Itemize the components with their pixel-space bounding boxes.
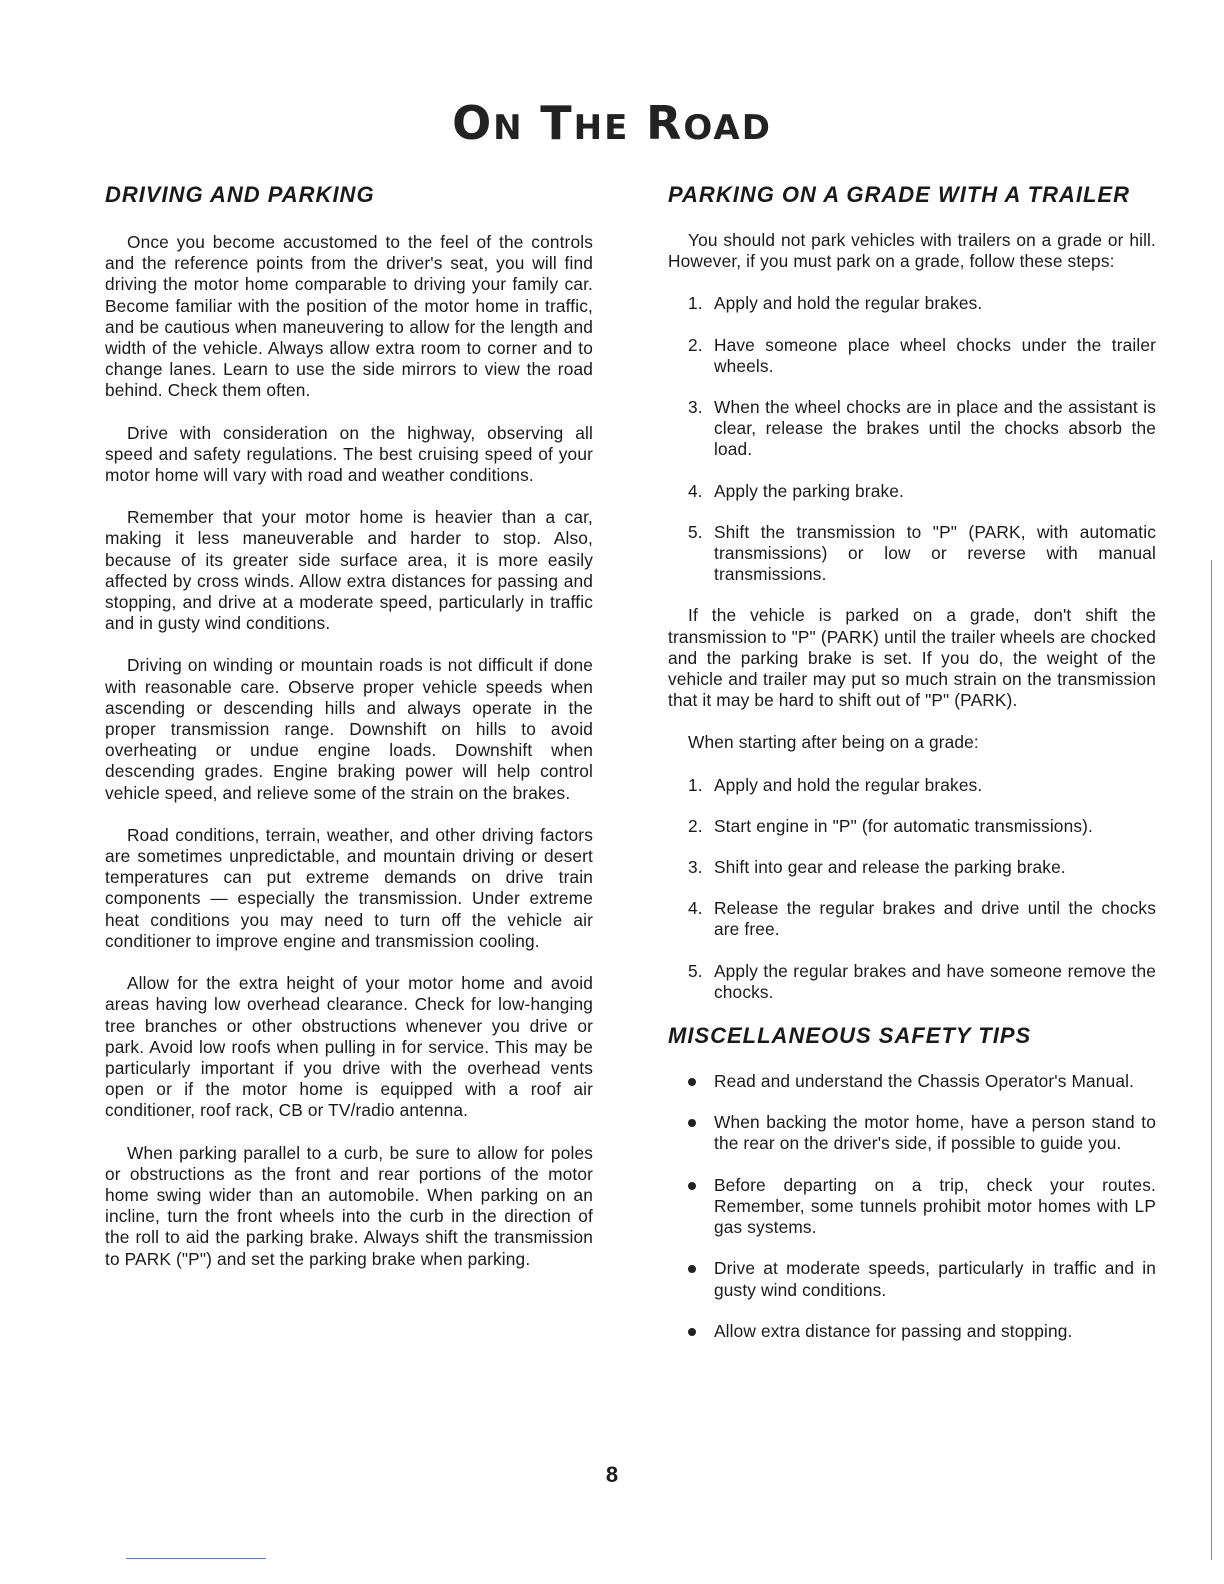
list-item: 3. Shift into gear and release the parking brake. bbox=[688, 857, 1066, 878]
paragraph: Remember that your motor home is heavier than a car, making it less maneuverable and harder to stop. Also, because of its greater side surface area, it is more easily affected by cross winds. Allow extra distances for passing and stopping, and drive at a moderate speed, particularly in traffic and in gusty wind conditions. bbox=[105, 507, 593, 634]
list-item: 4. Apply the parking brake. bbox=[688, 480, 904, 501]
paragraph: Driving on winding or mountain roads is not difficult if done with reasonable care. Observe proper vehicle speeds when ascending or descending hills and always operate in the proper transmission range. Downshift on hills to avoid overheating or undue engine loads. Downshift when descending grades. Engine braking power will help control vehicle speed, and relieve some of the strain on the brakes. bbox=[105, 655, 593, 803]
footer-rule bbox=[126, 1558, 266, 1559]
page-title bbox=[0, 96, 1224, 150]
bullet-icon bbox=[688, 1119, 696, 1127]
list-item: 5. Shift the transmission to "P" (PARK, with automatic transmissions) or low or reverse with manual transmissions. bbox=[688, 521, 1156, 585]
list-item: 2. Have someone place wheel chocks under the trailer wheels. bbox=[688, 334, 1156, 376]
list-item: Allow extra distance for passing and stopping. bbox=[668, 1321, 1156, 1342]
list-item: 1. Apply and hold the regular brakes. bbox=[688, 774, 983, 795]
paragraph: Once you become accustomed to the feel of the controls and the reference points from the driver's seat, you will find driving the motor home comparable to driving your family car. Become familiar with the position of the motor home in traffic, and be cautious when maneuvering to allow for the length and width of the vehicle. Always allow extra room to corner and to change lanes. Learn to use the side mirrors to view the road behind. Check them often. bbox=[105, 232, 593, 401]
start-intro: When starting after being on a grade: bbox=[688, 732, 979, 753]
list-item: Read and understand the Chassis Operator's Manual. bbox=[668, 1071, 1156, 1092]
grade-trailer-heading: PARKING ON A GRADE WITH A TRAILER bbox=[668, 182, 1130, 207]
list-item: 4. Release the regular brakes and drive until the chocks are free. bbox=[688, 898, 1156, 940]
grade-warning: If the vehicle is parked on a grade, don't shift the transmission to "P" (PARK) until the trailer wheels are chocked and the parking brake is set. If you do, the weight of the vehicle and trailer may put so much strain on the transmission that it may be hard to shift out of "P" (PARK). bbox=[668, 605, 1156, 711]
list-item: When backing the motor home, have a person stand to the rear on the driver's side, if possible to guide you. bbox=[668, 1112, 1156, 1154]
page-number: 8 bbox=[605, 1462, 619, 1487]
list-item: 1. Apply and hold the regular brakes. bbox=[688, 293, 983, 314]
list-item: 2. Start engine in "P" (for automatic transmissions). bbox=[688, 815, 1093, 836]
list-item: Before departing on a trip, check your routes. Remember, some tunnels prohibit motor homes with LP gas systems. bbox=[668, 1175, 1156, 1239]
title-word-1: ON bbox=[452, 96, 524, 150]
bullet-icon bbox=[688, 1265, 696, 1273]
left-column bbox=[105, 182, 593, 1291]
title-word-3: ROAD bbox=[645, 96, 772, 150]
bullet-icon bbox=[688, 1182, 696, 1190]
bullet-icon bbox=[688, 1328, 696, 1336]
list-item: Drive at moderate speeds, particularly in traffic and in gusty wind conditions. bbox=[668, 1258, 1156, 1300]
paragraph: Allow for the extra height of your motor home and avoid areas having low overhead clearance. Check for low-hanging tree branches or other obstructions whenever you drive or park. Avoid low roofs when pulling in for service. This may be particularly important if you drive with the overhead vents open or if the motor home is equipped with a roof air conditioner, roof rack, CB or TV/radio antenna. bbox=[105, 973, 593, 1121]
grade-intro: You should not park vehicles with trailers on a grade or hill. However, if you must park on a grade, follow these steps: bbox=[668, 230, 1156, 272]
scan-edge-line bbox=[1211, 560, 1212, 1560]
park-steps-list bbox=[668, 293, 1156, 585]
bullet-icon bbox=[688, 1078, 696, 1086]
paragraph: Road conditions, terrain, weather, and other driving factors are sometimes unpredictable, and mountain driving or desert temperatures can put extreme demands on drive train components — especially the transmission. Under extreme heat conditions you may need to turn off the vehicle air conditioner to improve engine and transmission cooling. bbox=[105, 824, 593, 951]
paragraph: Drive with consideration on the highway, observing all speed and safety regulations. The best cruising speed of your motor home will vary with road and weather conditions. bbox=[105, 422, 593, 486]
paragraph: When parking parallel to a curb, be sure to allow for poles or obstructions as the front and rear portions of the motor home swing wider than an automobile. When parking on an incline, turn the front wheels into the curb in the direction of the roll to aid the parking brake. Always shift the transmission to PARK ("P") and set the parking brake when parking. bbox=[105, 1142, 593, 1269]
safety-tips-heading: MISCELLANEOUS SAFETY TIPS bbox=[668, 1023, 1032, 1049]
right-column bbox=[668, 182, 1156, 1362]
title-word-2: THE bbox=[540, 96, 630, 150]
safety-tips-list bbox=[668, 1071, 1156, 1342]
driving-parking-heading: DRIVING AND PARKING bbox=[105, 182, 375, 207]
list-item: 5. Apply the regular brakes and have someone remove the chocks. bbox=[688, 960, 1156, 1002]
start-steps-list bbox=[668, 775, 1156, 1003]
list-item: 3. When the wheel chocks are in place and the assistant is clear, release the brakes until the chocks absorb the load. bbox=[688, 397, 1156, 460]
